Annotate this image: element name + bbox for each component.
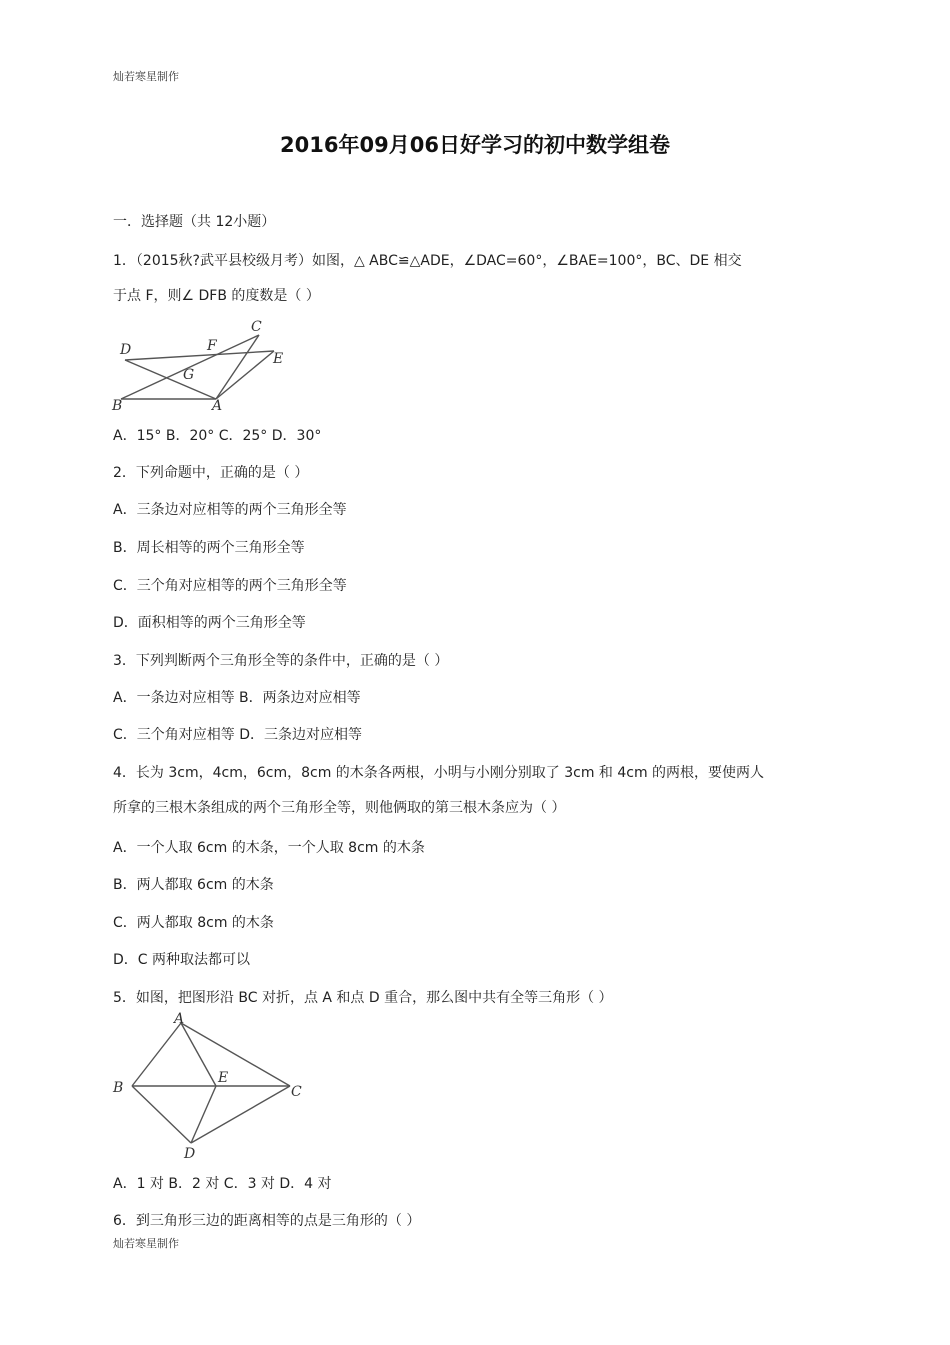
q1-segment-DA [125, 360, 216, 399]
header-watermark: 灿若寒星制作 [113, 70, 179, 83]
q5-label-D: D [184, 1146, 196, 1162]
q5-segment-BD [132, 1086, 191, 1143]
q5-segment-DC [191, 1086, 290, 1143]
q5-label-C: C [291, 1084, 302, 1100]
q4-option-b: B．两人都取 6cm 的木条 [113, 877, 274, 893]
q1-label-A: A [212, 398, 223, 414]
q4-stem-line2: 所拿的三根木条组成的两个三角形全等，则他俩取的第三根木条应为（ ） [113, 800, 566, 816]
q5-segment-BA [132, 1023, 181, 1086]
q1-label-G: G [183, 367, 195, 383]
q2-option-b: B．周长相等的两个三角形全等 [113, 540, 305, 556]
q2-option-c: C．三个角对应相等的两个三角形全等 [113, 578, 347, 594]
q5-label-E: E [218, 1070, 229, 1086]
q1-stem-line2: 于点 F，则∠ DFB 的度数是（ ） [113, 288, 320, 304]
q5-label-A: A [174, 1011, 185, 1027]
section-heading: 一．选择题（共 12小题） [113, 214, 276, 230]
q1-label-F: F [207, 338, 217, 354]
q5-stem: 5．如图，把图形沿 BC 对折，点 A 和点 D 重合，那么图中共有全等三角形（ ） [113, 990, 613, 1006]
q1-options: A．15° B．20° C．25° D．30° [113, 428, 322, 444]
q4-option-d: D．C 两种取法都可以 [113, 952, 251, 968]
q5-segment-DE [191, 1086, 216, 1143]
q6-stem: 6．到三角形三边的距离相等的点是三角形的（ ） [113, 1213, 421, 1229]
q1-segment-AE [216, 351, 274, 399]
q2-option-d: D．面积相等的两个三角形全等 [113, 615, 306, 631]
q5-segment-AC [181, 1023, 290, 1086]
q2-option-a: A．三条边对应相等的两个三角形全等 [113, 502, 347, 518]
q1-label-B: B [112, 398, 123, 414]
q3-options-cd: C．三个角对应相等 D．三条边对应相等 [113, 727, 363, 743]
q1-label-D: D [120, 342, 132, 358]
q3-options-ab: A．一条边对应相等 B．两条边对应相等 [113, 690, 361, 706]
q3-stem: 3．下列判断两个三角形全等的条件中，正确的是（ ） [113, 653, 449, 669]
q5-options: A．1 对 B．2 对 C．3 对 D．4 对 [113, 1176, 332, 1192]
q5-figure [108, 1008, 308, 1164]
q1-segment-DE [125, 351, 274, 360]
q1-figure [108, 312, 298, 416]
q1-label-C: C [251, 319, 262, 335]
q4-stem-line1: 4．长为 3cm，4cm，6cm，8cm 的木条各两根，小明与小刚分别取了 3cm 和 4cm 的两根，要使两人 [113, 765, 765, 781]
page-title: 2016年09月06日好学习的初中数学组卷 [280, 133, 670, 157]
q4-option-c: C．两人都取 8cm 的木条 [113, 915, 274, 931]
q1-label-E: E [273, 351, 284, 367]
footer-watermark: 灿若寒星制作 [113, 1237, 179, 1250]
q5-label-B: B [113, 1080, 124, 1096]
q2-stem: 2．下列命题中，正确的是（ ） [113, 465, 309, 481]
q4-option-a: A．一个人取 6cm 的木条，一个人取 8cm 的木条 [113, 840, 425, 856]
q1-stem-line1: 1．（2015秋?武平县校级月考）如图，△ ABC≌△ADE，∠DAC=60°，∠BAE=100°，BC、DE 相交 [113, 253, 742, 269]
